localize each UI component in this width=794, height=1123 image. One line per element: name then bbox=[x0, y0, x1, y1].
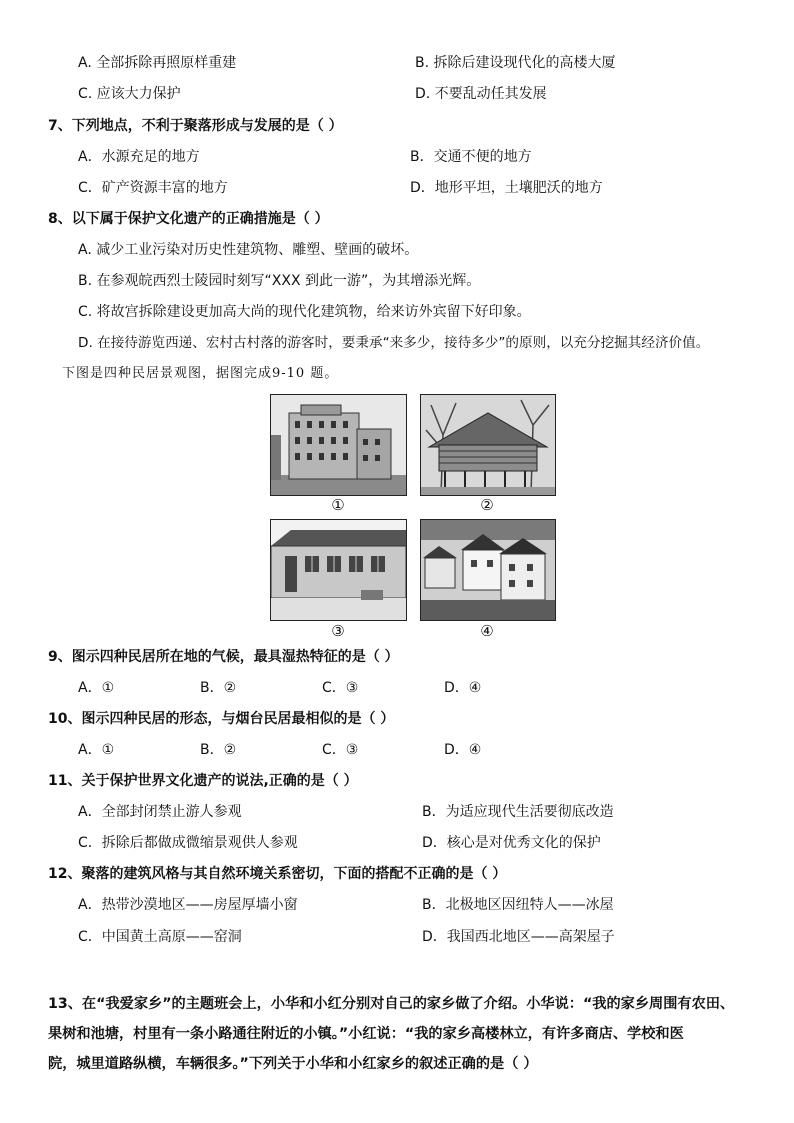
q6-option-c: C. 应该大力保护 bbox=[78, 86, 181, 102]
q6-option-a: A. 全部拆除再照原样重建 bbox=[78, 55, 237, 71]
photo-label-4: ④ bbox=[480, 622, 494, 640]
q10-stem: 10、图示四种民居的形态，与烟台民居最相似的是（ ） bbox=[48, 711, 395, 727]
q9-option-a: A．① bbox=[78, 680, 115, 696]
q13-stem-line-2: 果树和池塘，村里有一条小路通往附近的小镇。”小红说：“我的家乡高楼林立，有许多商店、学校和医 bbox=[48, 1026, 684, 1042]
dwelling-photo-3 bbox=[270, 519, 407, 621]
q7-option-a: A．水源充足的地方 bbox=[78, 149, 200, 165]
q7-option-b: B．交通不便的地方 bbox=[410, 149, 532, 165]
q8-option-a: A. 减少工业污染对历史性建筑物、雕塑、壁画的破坏。 bbox=[78, 242, 419, 258]
q12-option-d: D．我国西北地区——高架屋子 bbox=[422, 929, 615, 945]
q11-option-a: A．全部封闭禁止游人参观 bbox=[78, 804, 242, 820]
q8-option-c: C. 将故宫拆除建设更加高大尚的现代化建筑物，给来访外宾留下好印象。 bbox=[78, 304, 531, 320]
q7-option-d: D．地形平坦，土壤肥沃的地方 bbox=[410, 180, 603, 196]
dwelling-photo-1 bbox=[270, 394, 407, 496]
q7-stem: 7、下列地点，不利于聚落形成与发展的是（ ） bbox=[48, 118, 343, 134]
q9-option-b: B．② bbox=[200, 680, 237, 696]
q7-option-c: C．矿产资源丰富的地方 bbox=[78, 180, 228, 196]
q10-option-d: D．④ bbox=[444, 742, 482, 758]
photo-label-3: ③ bbox=[331, 622, 345, 640]
q11-option-c: C．拆除后都做成微缩景观供人参观 bbox=[78, 835, 298, 851]
q11-option-d: D．核心是对优秀文化的保护 bbox=[422, 835, 601, 851]
q13-stem-line-1: 13、在“我爱家乡”的主题班会上，小华和小红分别对自己的家乡做了介绍。小华说：“我的家乡周围有农田、 bbox=[48, 996, 735, 1012]
figure-intro: 下图是四种民居景观图，据图完成9-10 题。 bbox=[62, 366, 339, 381]
q10-option-b: B．② bbox=[200, 742, 237, 758]
q9-option-d: D．④ bbox=[444, 680, 482, 696]
q6-option-b: B. 拆除后建设现代化的高楼大厦 bbox=[415, 55, 616, 71]
q8-option-b: B. 在参观皖西烈士陵园时刻写“XXX 到此一游”，为其增添光辉。 bbox=[78, 273, 481, 289]
q11-stem: 11、关于保护世界文化遗产的说法,正确的是（ ） bbox=[48, 773, 358, 789]
q10-option-c: C．③ bbox=[322, 742, 359, 758]
q8-option-d: D. 在接待游览西递、宏村古村落的游客时，要秉承“来多少，接待多少”的原则，以充分挖掘其经济价值。 bbox=[78, 335, 710, 351]
q12-option-c: C．中国黄土高原——窑洞 bbox=[78, 929, 242, 945]
q8-stem: 8、以下属于保护文化遗产的正确措施是（ ） bbox=[48, 211, 329, 227]
q9-option-c: C．③ bbox=[322, 680, 359, 696]
q9-stem: 9、图示四种民居所在地的气候，最具湿热特征的是（ ） bbox=[48, 649, 399, 665]
dwelling-photo-4 bbox=[420, 519, 556, 621]
q11-option-b: B．为适应现代生活要彻底改造 bbox=[422, 804, 614, 820]
q6-option-d: D. 不要乱动任其发展 bbox=[415, 86, 547, 102]
q12-stem: 12、聚落的建筑风格与其自然环境关系密切，下面的搭配不正确的是（ ） bbox=[48, 866, 507, 882]
photo-label-2: ② bbox=[480, 496, 494, 514]
q10-option-a: A．① bbox=[78, 742, 115, 758]
q12-option-a: A．热带沙漠地区——房屋厚墙小窗 bbox=[78, 897, 298, 913]
q13-stem-line-3: 院，城里道路纵横，车辆很多。”下列关于小华和小红家乡的叙述正确的是（ ） bbox=[48, 1056, 538, 1072]
dwelling-photo-2 bbox=[420, 394, 556, 496]
photo-label-1: ① bbox=[331, 496, 345, 514]
q12-option-b: B．北极地区因纽特人——冰屋 bbox=[422, 897, 614, 913]
